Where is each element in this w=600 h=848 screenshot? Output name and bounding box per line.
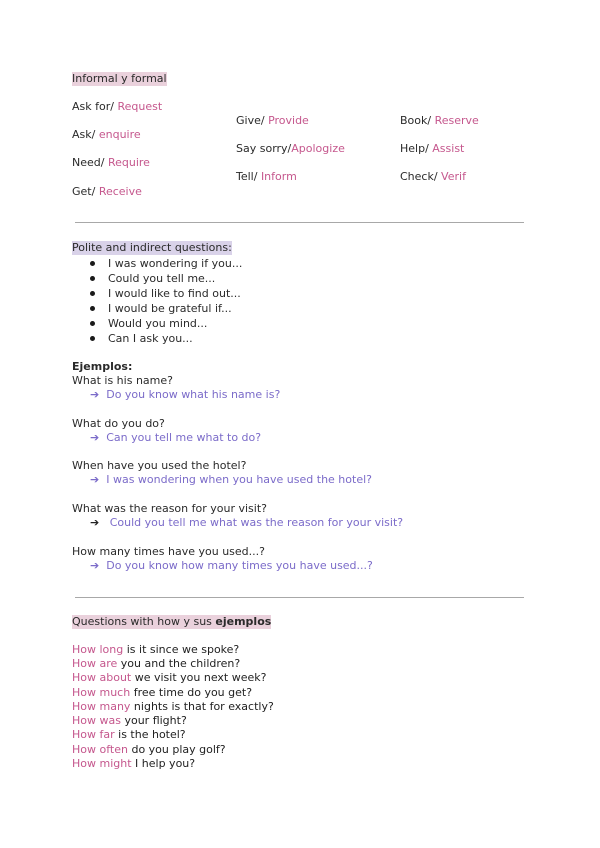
- example-question: What was the reason for your visit?: [72, 502, 267, 515]
- how-question: How far is the hotel?: [72, 728, 186, 741]
- examples-heading: Ejemplos:: [72, 360, 133, 373]
- bullet-dot: [90, 306, 95, 311]
- bullet-item: I would be grateful if...: [108, 302, 232, 315]
- how-question: How often do you play golf?: [72, 743, 226, 756]
- pair-help: Help/ Assist: [400, 142, 465, 155]
- pair-need: Need/ Require: [72, 156, 150, 169]
- arrow-right-icon: ➔: [90, 388, 100, 401]
- example-answer: ➔ Can you tell me what to do?: [90, 431, 262, 444]
- bullet-dot: [90, 261, 95, 266]
- section-title-how-questions: Questions with how y sus ejemplos: [72, 615, 272, 628]
- pair-book: Book/ Reserve: [400, 114, 479, 127]
- example-question: What is his name?: [72, 374, 173, 387]
- bullet-dot: [90, 321, 95, 326]
- example-answer: ➔ Do you know what his name is?: [90, 388, 281, 401]
- pair-check: Check/ Verif: [400, 170, 466, 183]
- pair-say-sorry: Say sorry/Apologize: [236, 142, 345, 155]
- how-question: How are you and the children?: [72, 657, 241, 670]
- bullet-item: Would you mind...: [108, 317, 208, 330]
- bullet-item: Can I ask you...: [108, 332, 193, 345]
- arrow-right-icon: ➔: [90, 431, 100, 444]
- arrow-right-icon: ➔: [90, 559, 100, 572]
- how-question: How much free time do you get?: [72, 686, 253, 699]
- divider: [75, 597, 524, 598]
- arrow-right-icon: ➔: [90, 473, 100, 486]
- pair-ask-for: Ask for/ Request: [72, 100, 163, 113]
- bullet-dot: [90, 336, 95, 341]
- how-question: How was your flight?: [72, 714, 187, 727]
- example-question: When have you used the hotel?: [72, 459, 247, 472]
- divider: [75, 222, 524, 223]
- how-question: How long is it since we spoke?: [72, 643, 240, 656]
- pair-give: Give/ Provide: [236, 114, 309, 127]
- arrow-right-icon: ➔: [90, 516, 100, 529]
- pair-tell: Tell/ Inform: [236, 170, 297, 183]
- how-question: How might I help you?: [72, 757, 196, 770]
- bullet-item: Could you tell me...: [108, 272, 216, 285]
- example-question: What do you do?: [72, 417, 165, 430]
- example-question: How many times have you used...?: [72, 545, 265, 558]
- section-title-polite-questions: Polite and indirect questions:: [72, 241, 232, 254]
- bullet-dot: [90, 276, 95, 281]
- example-answer: ➔ Do you know how many times you have used...?: [90, 559, 373, 572]
- bullet-dot: [90, 291, 95, 296]
- section-title-informal-formal: Informal y formal: [72, 72, 167, 85]
- example-answer: ➔ I was wondering when you have used the hotel?: [90, 473, 372, 486]
- pair-get: Get/ Receive: [72, 185, 142, 198]
- how-question: How many nights is that for exactly?: [72, 700, 274, 713]
- bullet-item: I would like to find out...: [108, 287, 241, 300]
- bullet-item: I was wondering if you...: [108, 257, 243, 270]
- pair-ask: Ask/ enquire: [72, 128, 141, 141]
- how-question: How about we visit you next week?: [72, 671, 267, 684]
- example-answer: ➔ Could you tell me what was the reason for your visit?: [90, 516, 404, 529]
